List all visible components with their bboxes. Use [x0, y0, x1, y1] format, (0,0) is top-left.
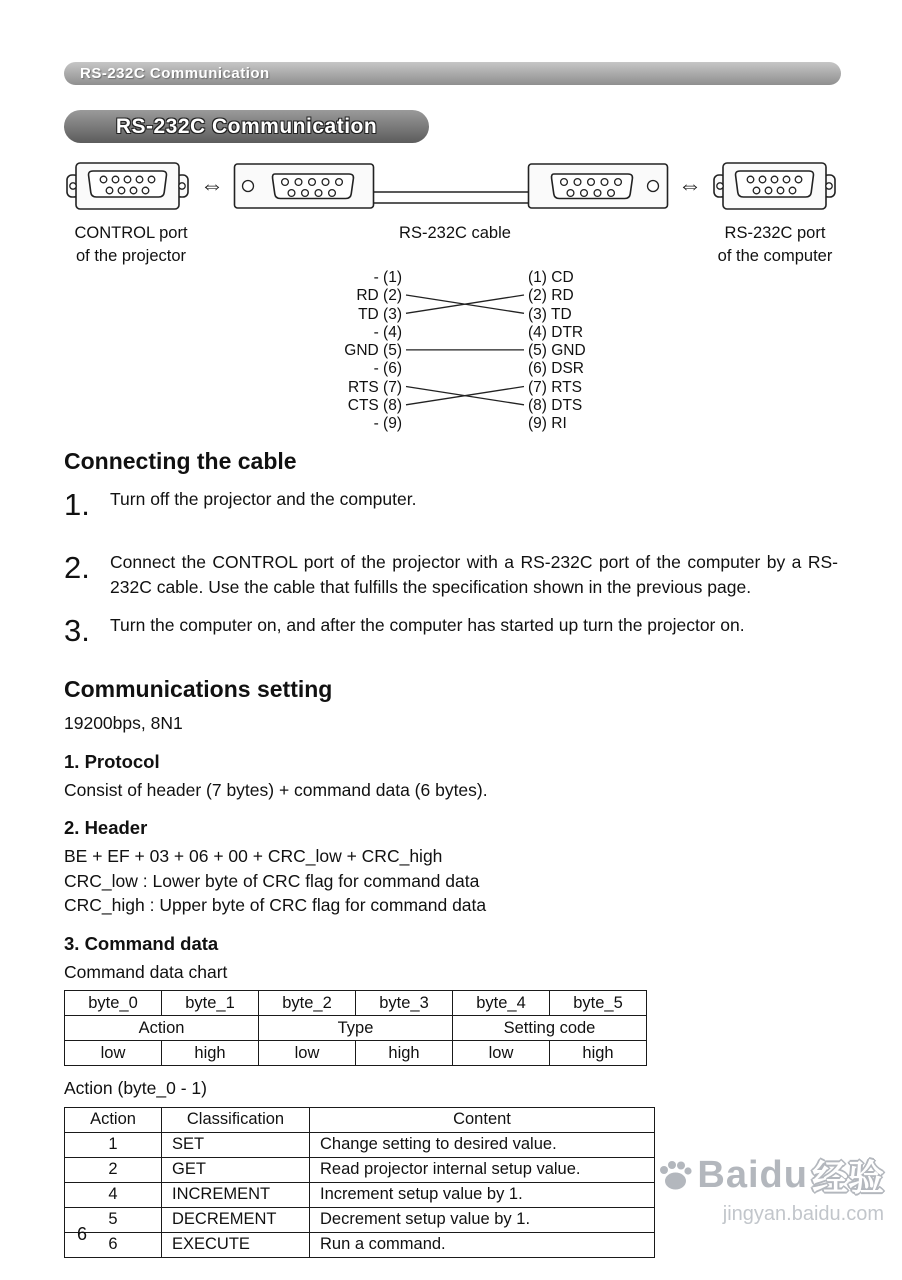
table-cell: byte_0: [65, 991, 162, 1016]
cable-plug-right: [529, 164, 668, 208]
step-2-number: 2.: [64, 550, 90, 585]
step-3: [64, 613, 838, 667]
projector-pin-labels: [344, 269, 402, 432]
table-cell: Setting code: [453, 1016, 647, 1041]
running-header-title: RS-232C Communication: [80, 65, 270, 82]
crc-high-text: CRC_high : Upper byte of CRC flag for command data: [64, 895, 487, 915]
svg-text:TD (3): TD (3): [358, 306, 402, 323]
connector-diagram: [64, 156, 842, 216]
table-cell: low: [259, 1041, 356, 1066]
table-cell: EXECUTE: [162, 1232, 310, 1257]
heading-protocol: 1. Protocol: [64, 750, 160, 772]
step-1-number: 1.: [64, 487, 90, 522]
table-cell: DECREMENT: [162, 1207, 310, 1232]
table-cell: byte_3: [356, 991, 453, 1016]
svg-text:(2) RD: (2) RD: [528, 287, 574, 304]
step-3-text: Turn the computer on, and after the computer has started up turn the projector on.: [110, 615, 745, 635]
table-cell: 6: [65, 1232, 162, 1257]
svg-text:(3) TD: (3) TD: [528, 306, 572, 323]
svg-text:RD (2): RD (2): [356, 287, 402, 304]
section-title-text: RS-232C Communication: [115, 115, 378, 138]
table-cell: byte_4: [453, 991, 550, 1016]
table-cell: high: [162, 1041, 259, 1066]
pin-wiring-diagram: [332, 262, 612, 441]
baud-rate-text: 19200bps, 8N1: [64, 713, 183, 733]
table-row: [65, 1016, 647, 1041]
table-cell: byte_2: [259, 991, 356, 1016]
svg-text:- (9): - (9): [373, 415, 402, 432]
table-row: [65, 1041, 647, 1066]
section-title-badge: [64, 110, 429, 143]
watermark-url: jingyan.baidu.com: [722, 1203, 884, 1225]
table-cell: GET: [162, 1157, 310, 1182]
table-header-cell: Content: [310, 1107, 655, 1132]
table-cell: low: [453, 1041, 550, 1066]
svg-text:- (6): - (6): [373, 360, 402, 377]
computer-pin-labels: [528, 269, 586, 432]
table-cell: INCREMENT: [162, 1182, 310, 1207]
table-cell: SET: [162, 1132, 310, 1157]
table-header-cell: Action: [65, 1107, 162, 1132]
table-row: [65, 1182, 655, 1207]
svg-text:(7) RTS: (7) RTS: [528, 379, 582, 396]
svg-text:(9) RI: (9) RI: [528, 415, 567, 432]
svg-text:(1) CD: (1) CD: [528, 269, 574, 286]
table-cell: Action: [65, 1016, 259, 1041]
running-header-bar: [64, 62, 841, 85]
table-cell: Type: [259, 1016, 453, 1041]
double-arrow-icon: ⇔: [200, 172, 224, 199]
step-2: [64, 550, 838, 604]
step-1: [64, 487, 838, 541]
command-chart-label: Command data chart: [64, 961, 228, 982]
page-number: 6: [77, 1224, 88, 1244]
table-header-row: [65, 1107, 655, 1132]
projector-port-label: CONTROL port of the projector: [74, 224, 188, 265]
heading-header: 2. Header: [64, 817, 148, 838]
table-row: [65, 1132, 655, 1157]
heading-command-data: 3. Command data: [64, 932, 219, 954]
table-cell: 2: [65, 1157, 162, 1182]
table-row: [65, 1157, 655, 1182]
table-cell: Change setting to desired value.: [310, 1132, 655, 1157]
svg-text:- (1): - (1): [373, 269, 402, 286]
table-cell: 4: [65, 1182, 162, 1207]
table-cell: byte_1: [162, 991, 259, 1016]
watermark-brand-text: Baidu: [697, 1154, 808, 1196]
protocol-text: Consist of header (7 bytes) + command data (6 bytes).: [64, 779, 488, 800]
crc-low-text: CRC_low : Lower byte of CRC flag for command data: [64, 870, 480, 891]
table-cell: Read projector internal setup value.: [310, 1157, 655, 1182]
baidu-jingyan-watermark: [604, 1150, 884, 1226]
table-row: [65, 1232, 655, 1257]
step-3-number: 3.: [64, 613, 90, 648]
step-2-text: Connect the CONTROL port of the projector with a RS-232C port of the computer by a RS-232C cable. Use the cable that fulfills the specification shown in the previous page.: [110, 552, 838, 597]
computer-port-label: RS-232C port of the computer: [717, 224, 833, 265]
command-byte-table: [64, 990, 647, 1066]
table-cell: high: [550, 1041, 647, 1066]
steps-list: [64, 487, 838, 667]
paw-icon: [657, 1160, 693, 1192]
table-row: [65, 1207, 655, 1232]
heading-communications-setting: Communications setting: [64, 676, 333, 702]
projector-port-connector-icon: [64, 158, 191, 214]
watermark-suffix-text: 经验: [811, 1157, 884, 1198]
table-cell: 5: [65, 1207, 162, 1232]
table-cell: high: [356, 1041, 453, 1066]
table-row: [65, 991, 647, 1016]
cable-plug-left: [235, 164, 374, 208]
pin-wiring-svg: [332, 262, 612, 436]
header-format-text: BE + EF + 03 + 06 + 00 + CRC_low + CRC_high: [64, 846, 443, 866]
action-byte-label: Action (byte_0 - 1): [64, 1078, 207, 1098]
svg-text:(4) DTR: (4) DTR: [528, 324, 584, 341]
table-cell: byte_5: [550, 991, 647, 1016]
table-cell: low: [65, 1041, 162, 1066]
action-table: [64, 1107, 655, 1258]
table-cell: Increment setup value by 1.: [310, 1182, 655, 1207]
svg-text:GND (5): GND (5): [344, 342, 402, 359]
main-content: [0, 448, 902, 1258]
svg-text:(5) GND: (5) GND: [528, 342, 586, 359]
rs232c-cable-icon: [233, 157, 669, 215]
table-cell: Run a command.: [310, 1232, 655, 1257]
svg-text:(6) DSR: (6) DSR: [528, 360, 584, 377]
svg-text:RTS (7): RTS (7): [348, 379, 402, 396]
wire-lines: [406, 295, 524, 405]
table-cell: 1: [65, 1132, 162, 1157]
table-header-cell: Classification: [162, 1107, 310, 1132]
step-1-text: Turn off the projector and the computer.: [110, 489, 417, 509]
cable-label: RS-232C cable: [399, 224, 511, 242]
svg-text:- (4): - (4): [373, 324, 402, 341]
svg-text:(8) DTS: (8) DTS: [528, 397, 583, 414]
table-cell: Decrement setup value by 1.: [310, 1207, 655, 1232]
double-arrow-icon: ⇔: [678, 172, 702, 199]
svg-text:CTS (8): CTS (8): [347, 397, 402, 414]
computer-port-connector-icon: [711, 158, 838, 214]
heading-connecting-the-cable: Connecting the cable: [64, 448, 297, 474]
